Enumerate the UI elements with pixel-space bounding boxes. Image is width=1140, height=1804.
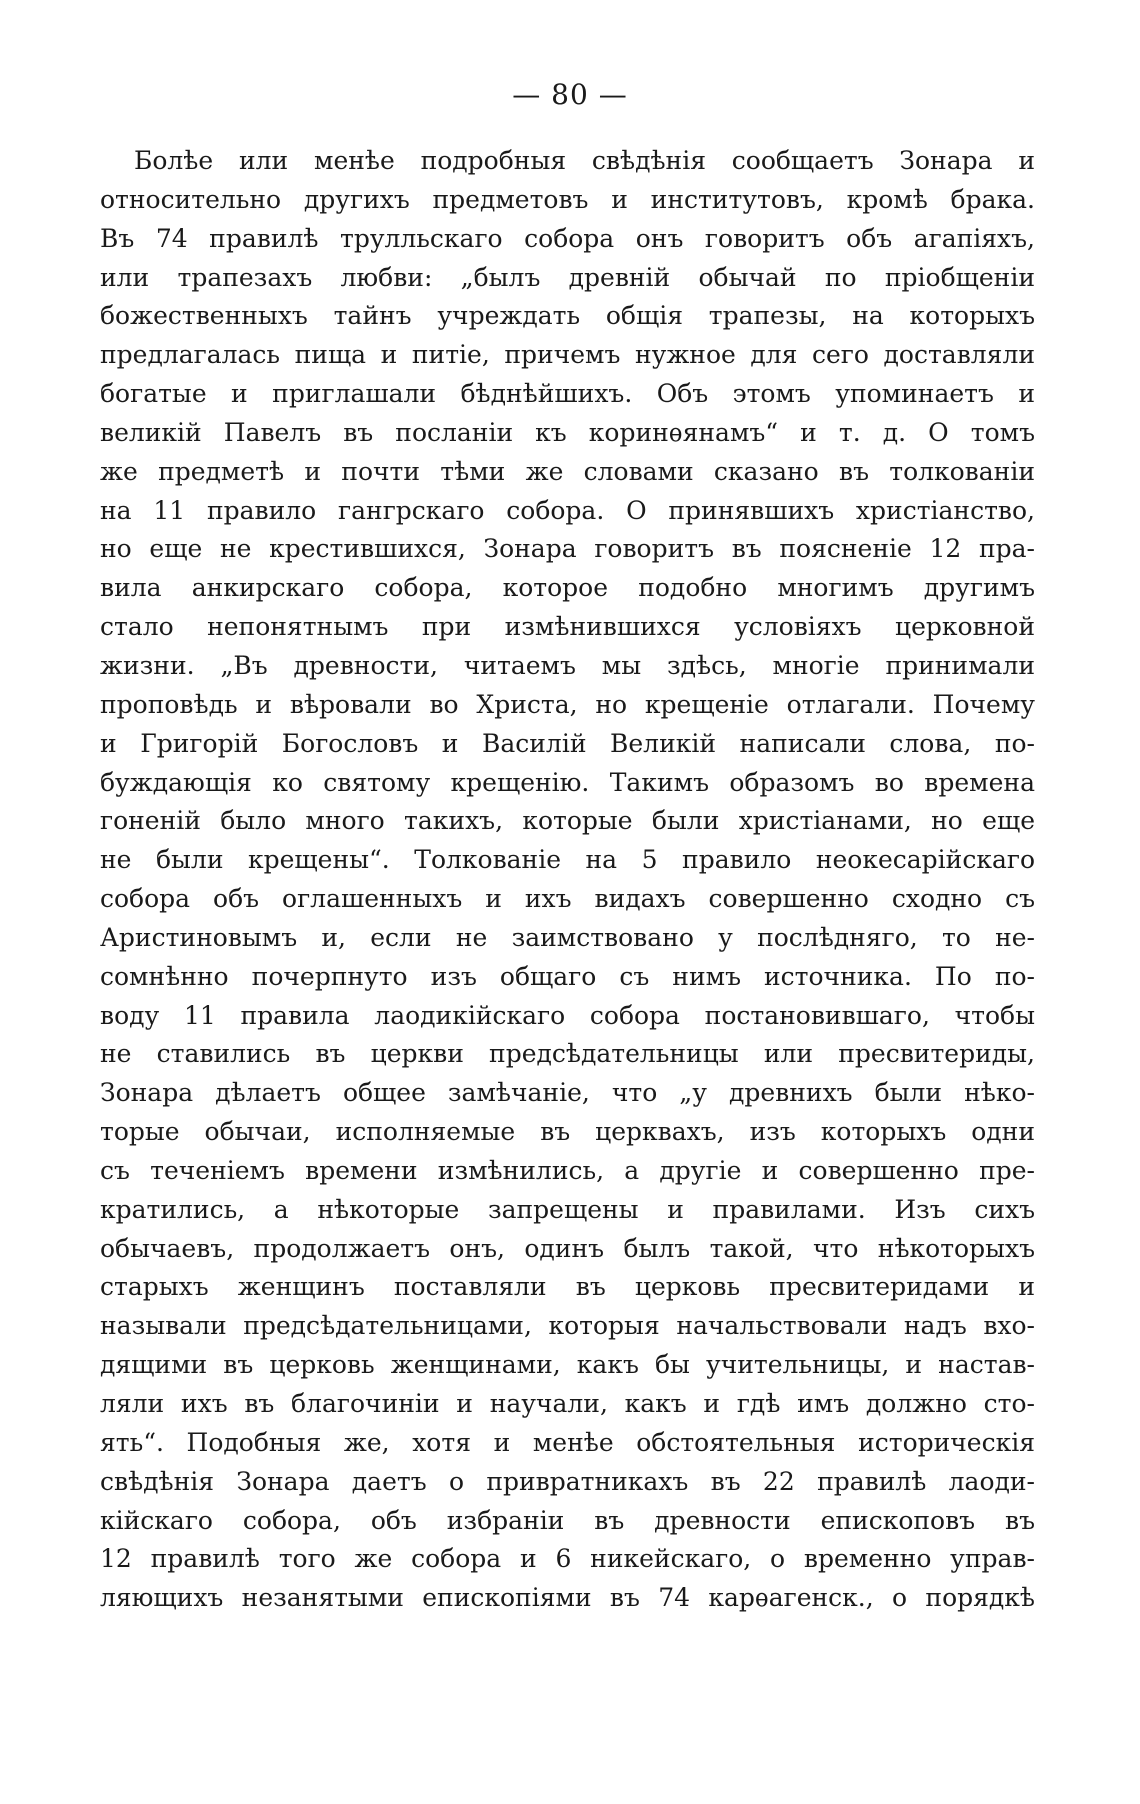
text-line: же предметѣ и почти тѣми же словами сказано въ толкованіи xyxy=(100,456,1035,486)
body-text xyxy=(100,142,1035,1618)
text-line: относительно другихъ предметовъ и институтовъ, кромѣ брака. xyxy=(100,184,1035,214)
text-line: старыхъ женщинъ поставляли въ церковь пресвитеридами и xyxy=(100,1272,1035,1302)
text-line: но еще не крестившихся, Зонара говоритъ въ поясненіе 12 пра- xyxy=(100,534,1035,564)
text-line: ять“. Подобныя же, хотя и менѣе обстоятельныя историческія xyxy=(100,1427,1035,1457)
text-line: съ теченіемъ времени измѣнились, а другіе и совершенно пре- xyxy=(100,1155,1035,1185)
text-line: кійскаго собора, объ избраніи въ древности епископовъ въ xyxy=(100,1505,1035,1535)
text-line: воду 11 правила лаодикійскаго собора постановившаго, чтобы xyxy=(100,1000,1035,1030)
text-line: 12 правилѣ того же собора и 6 никейскаго, о временно управ- xyxy=(100,1544,1035,1574)
text-line: богатые и приглашали бѣднѣйшихъ. Объ этомъ упоминаетъ и xyxy=(100,379,1035,409)
text-line: на 11 правило гангрскаго собора. О принявшихъ христіанство, xyxy=(100,495,1035,525)
text-line: дящими въ церковь женщинами, какъ бы учительницы, и настав- xyxy=(100,1350,1035,1380)
text-line: жизни. „Въ древности, читаемъ мы здѣсь, многіе принимали xyxy=(100,650,1035,680)
text-line: свѣдѣнія Зонара даетъ о привратникахъ въ 22 правилѣ лаоди- xyxy=(100,1466,1035,1496)
text-line: буждающія ко святому крещенію. Такимъ образомъ во времена xyxy=(100,767,1035,797)
text-line: не были крещены“. Толкованіе на 5 правило неокесарійскаго xyxy=(100,845,1035,875)
text-line: собора объ оглашенныхъ и ихъ видахъ совершенно сходно съ xyxy=(100,884,1035,914)
text-line: предлагалась пища и питіе, причемъ нужное для сего доставляли xyxy=(100,340,1035,370)
text-line: обычаевъ, продолжаетъ онъ, одинъ былъ такой, что нѣкоторыхъ xyxy=(100,1233,1035,1263)
text-line: вила анкирскаго собора, которое подобно многимъ другимъ xyxy=(100,573,1035,603)
text-line: торые обычаи, исполняемые въ церквахъ, изъ которыхъ одни xyxy=(100,1117,1035,1147)
text-line: великій Павелъ въ посланіи къ коринѳянамъ“ и т. д. О томъ xyxy=(100,417,1035,447)
text-line: не ставились въ церкви предсѣдательницы или пресвитериды, xyxy=(100,1039,1035,1069)
text-line: Въ 74 правилѣ трулльскаго собора онъ говоритъ объ агапіяхъ, xyxy=(100,223,1035,253)
text-line: называли предсѣдательницами, которыя начальствовали надъ вхо- xyxy=(100,1311,1035,1341)
text-line: Аристиновымъ и, если не заимствовано у послѣдняго, то не- xyxy=(100,922,1035,952)
text-line: Зонара дѣлаетъ общее замѣчаніе, что „у древнихъ были нѣко- xyxy=(100,1078,1035,1108)
text-line: проповѣдь и вѣровали во Христа, но крещеніе отлагали. Почему xyxy=(100,689,1035,719)
text-line: стало непонятнымъ при измѣнившихся условіяхъ церковной xyxy=(100,612,1035,642)
text-line: Болѣе или менѣе подробныя свѣдѣнія сообщаетъ Зонара и xyxy=(134,146,1035,175)
text-line: божественныхъ тайнъ учреждать общія трапезы, на которыхъ xyxy=(100,301,1035,331)
text-line: и Григорій Богословъ и Василій Великій написали слова, по- xyxy=(100,728,1035,758)
text-line: кратились, а нѣкоторые запрещены и правилами. Изъ сихъ xyxy=(100,1194,1035,1224)
text-line: или трапезахъ любви: „былъ древній обычай по пріобщеніи xyxy=(100,262,1035,292)
text-line: ляли ихъ въ благочиніи и научали, какъ и гдѣ имъ должно сто- xyxy=(100,1389,1035,1418)
text-line: гоненій было много такихъ, которые были христіанами, но еще xyxy=(100,806,1035,836)
text-line: ляющихъ незанятыми епископіями въ 74 карѳагенск., о порядкѣ xyxy=(100,1583,1035,1613)
page-number: — 80 — xyxy=(512,78,628,111)
text-line: сомнѣнно почерпнуто изъ общаго съ нимъ источника. По по- xyxy=(100,961,1035,991)
